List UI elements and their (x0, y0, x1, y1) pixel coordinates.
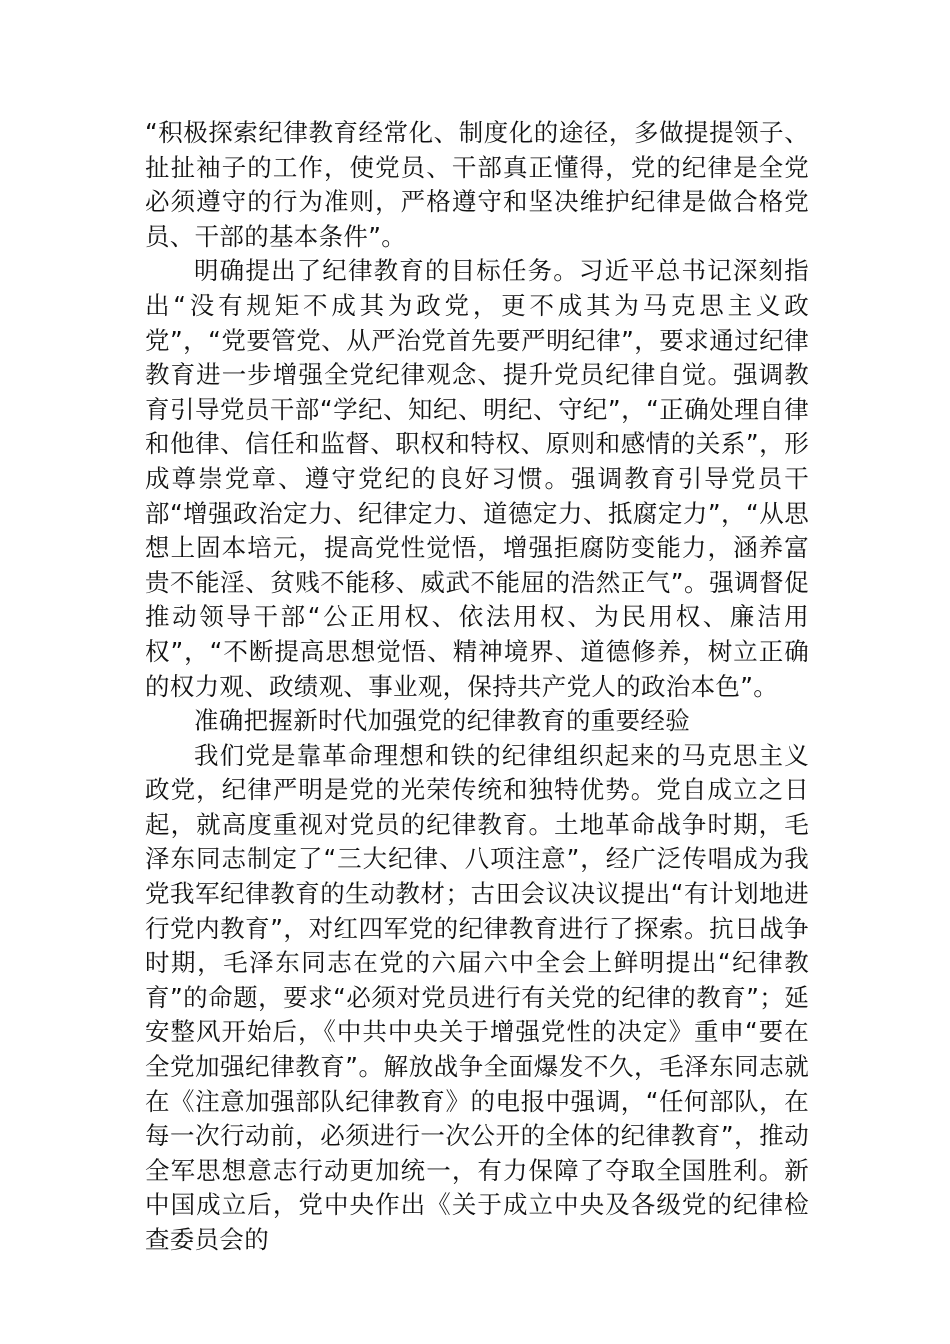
paragraph-3: 我们党是靠革命理想和铁的纪律组织起来的马克思主义政党，纪律严明是党的光荣传统和独特优势。党自成立之日起，就高度重视对党员的纪律教育。土地革命战争时期，毛泽东同志制定了“三大纪律、八项注意”，经广泛传唱成为我党我军纪律教育的生动教材；古田会议决议提出“有计划地进行党内教育”，对红四军党的纪律教育进行了探索。抗日战争时期，毛泽东同志在党的六届六中全会上鲜明提出“纪律教育”的命题，要求“必须对党员进行有关党的纪律的教育”；延安整风开始后，《中共中央关于增强党性的决定》重申“要在全党加强纪律教育”。解放战争全面爆发不久，毛泽东同志就在《注意加强部队纪律教育》的电报中强调，“任何部队，在每一次行动前，必须进行一次公开的全体的纪律教育”，推动全军思想意志行动更加统一，有力保障了夺取全国胜利。新中国成立后，党中央作出《关于成立中央及各级党的纪律检查委员会的 (145, 740, 809, 1254)
section-heading: 准确把握新时代加强党的纪律教育的重要经验 (194, 706, 690, 736)
paragraph-1: “积极探索纪律教育经常化、制度化的途径，多做提提领子、扯扯袖子的工作，使党员、干部真正懂得，党的纪律是全党必须遵守的行为准则，严格遵守和坚决维护纪律是做合格党员、干部的基本条件”。 (145, 118, 809, 251)
paragraph-2: 明确提出了纪律教育的目标任务。习近平总书记深刻指出“没有规矩不成其为政党，更不成其为马克思主义政党”，“党要管党、从严治党首先要严明纪律”，要求通过纪律教育进一步增强全党纪律观念、提升党员纪律自觉。强调教育引导党员干部“学纪、知纪、明纪、守纪”，“正确处理自律和他律、信任和监督、职权和特权、原则和感情的关系”，形成尊崇党章、遵守党纪的良好习惯。强调教育引导党员干部“增强政治定力、纪律定力、道德定力、抵腐定力”，“从思想上固本培元，提高党性觉悟，增强拒腐防变能力，涵养富贵不能淫、贫贱不能移、威武不能屈的浩然正气”。强调督促推动领导干部“公正用权、依法用权、为民用权、廉洁用权”，“不断提高思想觉悟、精神境界、道德修养，树立正确的权力观、政绩观、事业观，保持共产党人的政治本色”。 (145, 256, 809, 701)
document-page (145, 116, 809, 1258)
